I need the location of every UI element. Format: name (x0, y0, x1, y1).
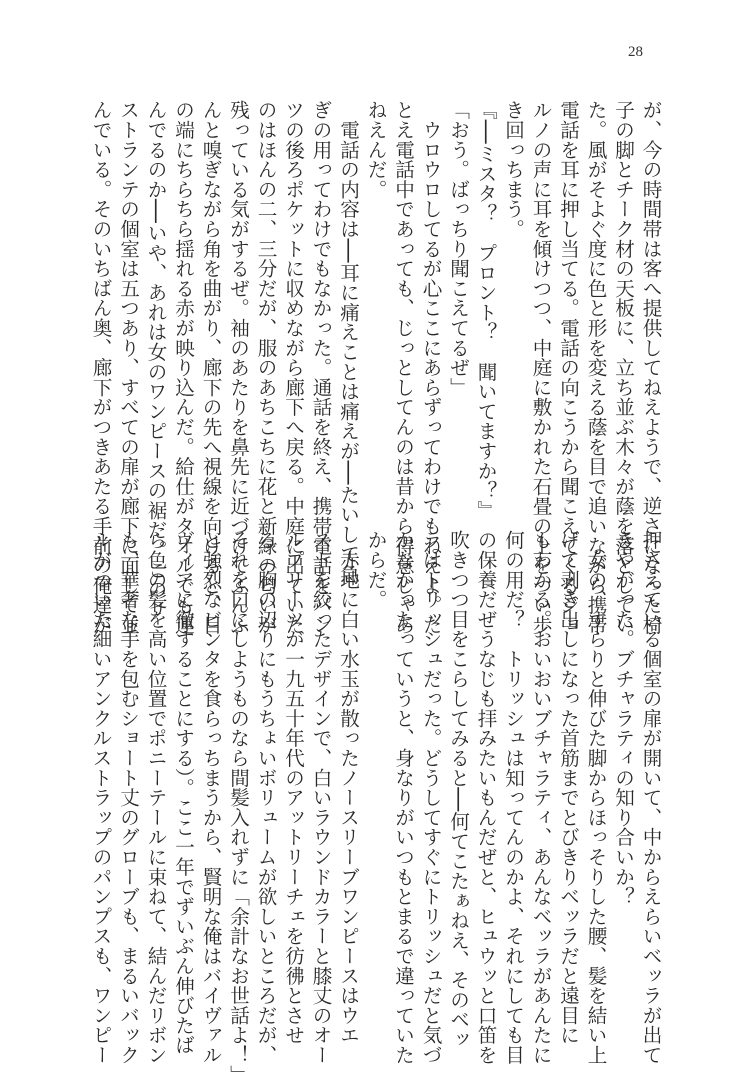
text-line: 『──ミスタ？ プロント？ 聞いてますか？』 (474, 100, 497, 520)
text-line: ストランテの個室は五つあり、すべての扉が廊下に面して並 (116, 100, 140, 635)
text-line: 残っている気がするぜ。袖のあたりを鼻先に近づけてふんふ (226, 100, 250, 635)
text-line: 押さえている個室の扉が開いて、中からえらいベッラが出て (639, 530, 662, 1065)
text-line: た。風がそよぐ度に色と形を変える蔭を目で追いながら携帯 (584, 100, 607, 635)
text-line: ら色の髪を高い位置でポニーテールに束ねて、結んだリボン (144, 530, 167, 1065)
text-line: 女の、すらりと伸びた脚からほっそりした腰、髪を結い上 (584, 530, 607, 1065)
text-line: 吹きつつ目をこらしてみると──何てこたぁねえ、そのベッ (446, 530, 470, 1049)
text-line: 子の脚とチーク材の天板に、立ち並ぶ木々が蔭を落としてい (611, 100, 635, 635)
text-line: 何の用だ？ トリッシュは知ってんのかよ、それにしても目 (501, 530, 525, 1065)
text-line: の保養だぜうなじも拝みたいもんだぜと、ヒュウッと口笛を (474, 530, 497, 1065)
text-line: も、華奢な手を包むショート丈のグローブも、まるいバック (116, 530, 140, 1065)
text-line: ねえんだ。 (364, 100, 387, 199)
text-line: 「おう。ばっちり聞こえてるぜ」 (446, 100, 470, 397)
text-line: のはほんの二、三分だが、服のあちこちに花と新緑の匂いが (254, 100, 277, 635)
lower-text-block (87, 530, 665, 1084)
text-line: が、今の時間帯は客へ提供してねえようで、逆さになった椅 (639, 100, 662, 635)
text-line: ぎの用ってわけでもなかった。通話を終え、携帯電話をパン (309, 100, 332, 635)
text-line: もわかる。おいおいブチャラティ、あんなベッラがあんたに (529, 530, 552, 1065)
text-line: ルがついた細いアンクルストラップのパンプスも、ワンピー (89, 530, 112, 1065)
text-line: んでるのか──いや、あれは女のワンピースの裾だ。このリ (144, 100, 167, 619)
text-line: ルプリーツが一九五十年代のアットリーチェを彷彿とさせ (281, 530, 305, 1045)
text-line: げて剥き出しになった首筋までとびきりベッラだと遠目に (556, 530, 580, 1045)
text-line: ルノの声に耳を傾けつつ、中庭に敷かれた石畳の上をつい歩 (529, 100, 552, 635)
text-line: 電話の内容は──耳に痛えことは痛えが──たいして急 (336, 100, 360, 584)
text-line: からだ。 (364, 530, 387, 610)
text-line: ラはトリッシュだった。どうしてすぐにトリッシュだと気づ (419, 530, 442, 1065)
text-line: それを口にしようものなら間髪入れずに「余計なお世話よ！」 (226, 530, 250, 1084)
text-line: き回っちまう。 (501, 100, 525, 239)
text-line: んと嗅ぎながら角を曲がり、廊下の先へ視線を向けると、目 (199, 100, 222, 635)
text-line: 赤地に白い水玉が散ったノースリーブワンピースはウエ (336, 530, 360, 1045)
text-line: と強烈なビンタを食らっちまうから、賢明な俺はバイヴァル (199, 530, 222, 1065)
text-line: 電話を耳に押し当てる。電話の向こうから聞こえてくるジョ (556, 100, 580, 635)
text-line: ヴィアに徹することにする）。ここ一年でずいぶん伸びたば (171, 530, 195, 1055)
text-line: の端にちらちら揺れる赤が映り込んだ。給仕がタオルでも運 (171, 100, 195, 635)
text-line: んでいる。そのいちばん奥、廊下がつきあたる手前の俺達が (89, 100, 112, 635)
text-line: ウロウロしてるが心ここにあらずってわけでもねえよ。た (419, 100, 442, 635)
text-line: ツの後ろポケットに収めながら廊下へ戻る。中庭に出ていた (281, 100, 305, 635)
text-line: きやがった。ブチャラティの知り合いか？ (611, 530, 635, 907)
text-line: とえ電話中であっても、じっとしてんのは昔から得意じゃあ (391, 100, 415, 635)
text-line: る（胸の辺りにもうちょいボリュームが欲しいところだが、 (254, 530, 277, 1065)
page-number: 28 (628, 44, 643, 60)
text-line: ストを絞ったデザインで、白いラウンドカラーと膝丈のオー (309, 530, 332, 1065)
text-line: かなかったっていうと、身なりがいつもとまるで違っていた (391, 530, 415, 1065)
